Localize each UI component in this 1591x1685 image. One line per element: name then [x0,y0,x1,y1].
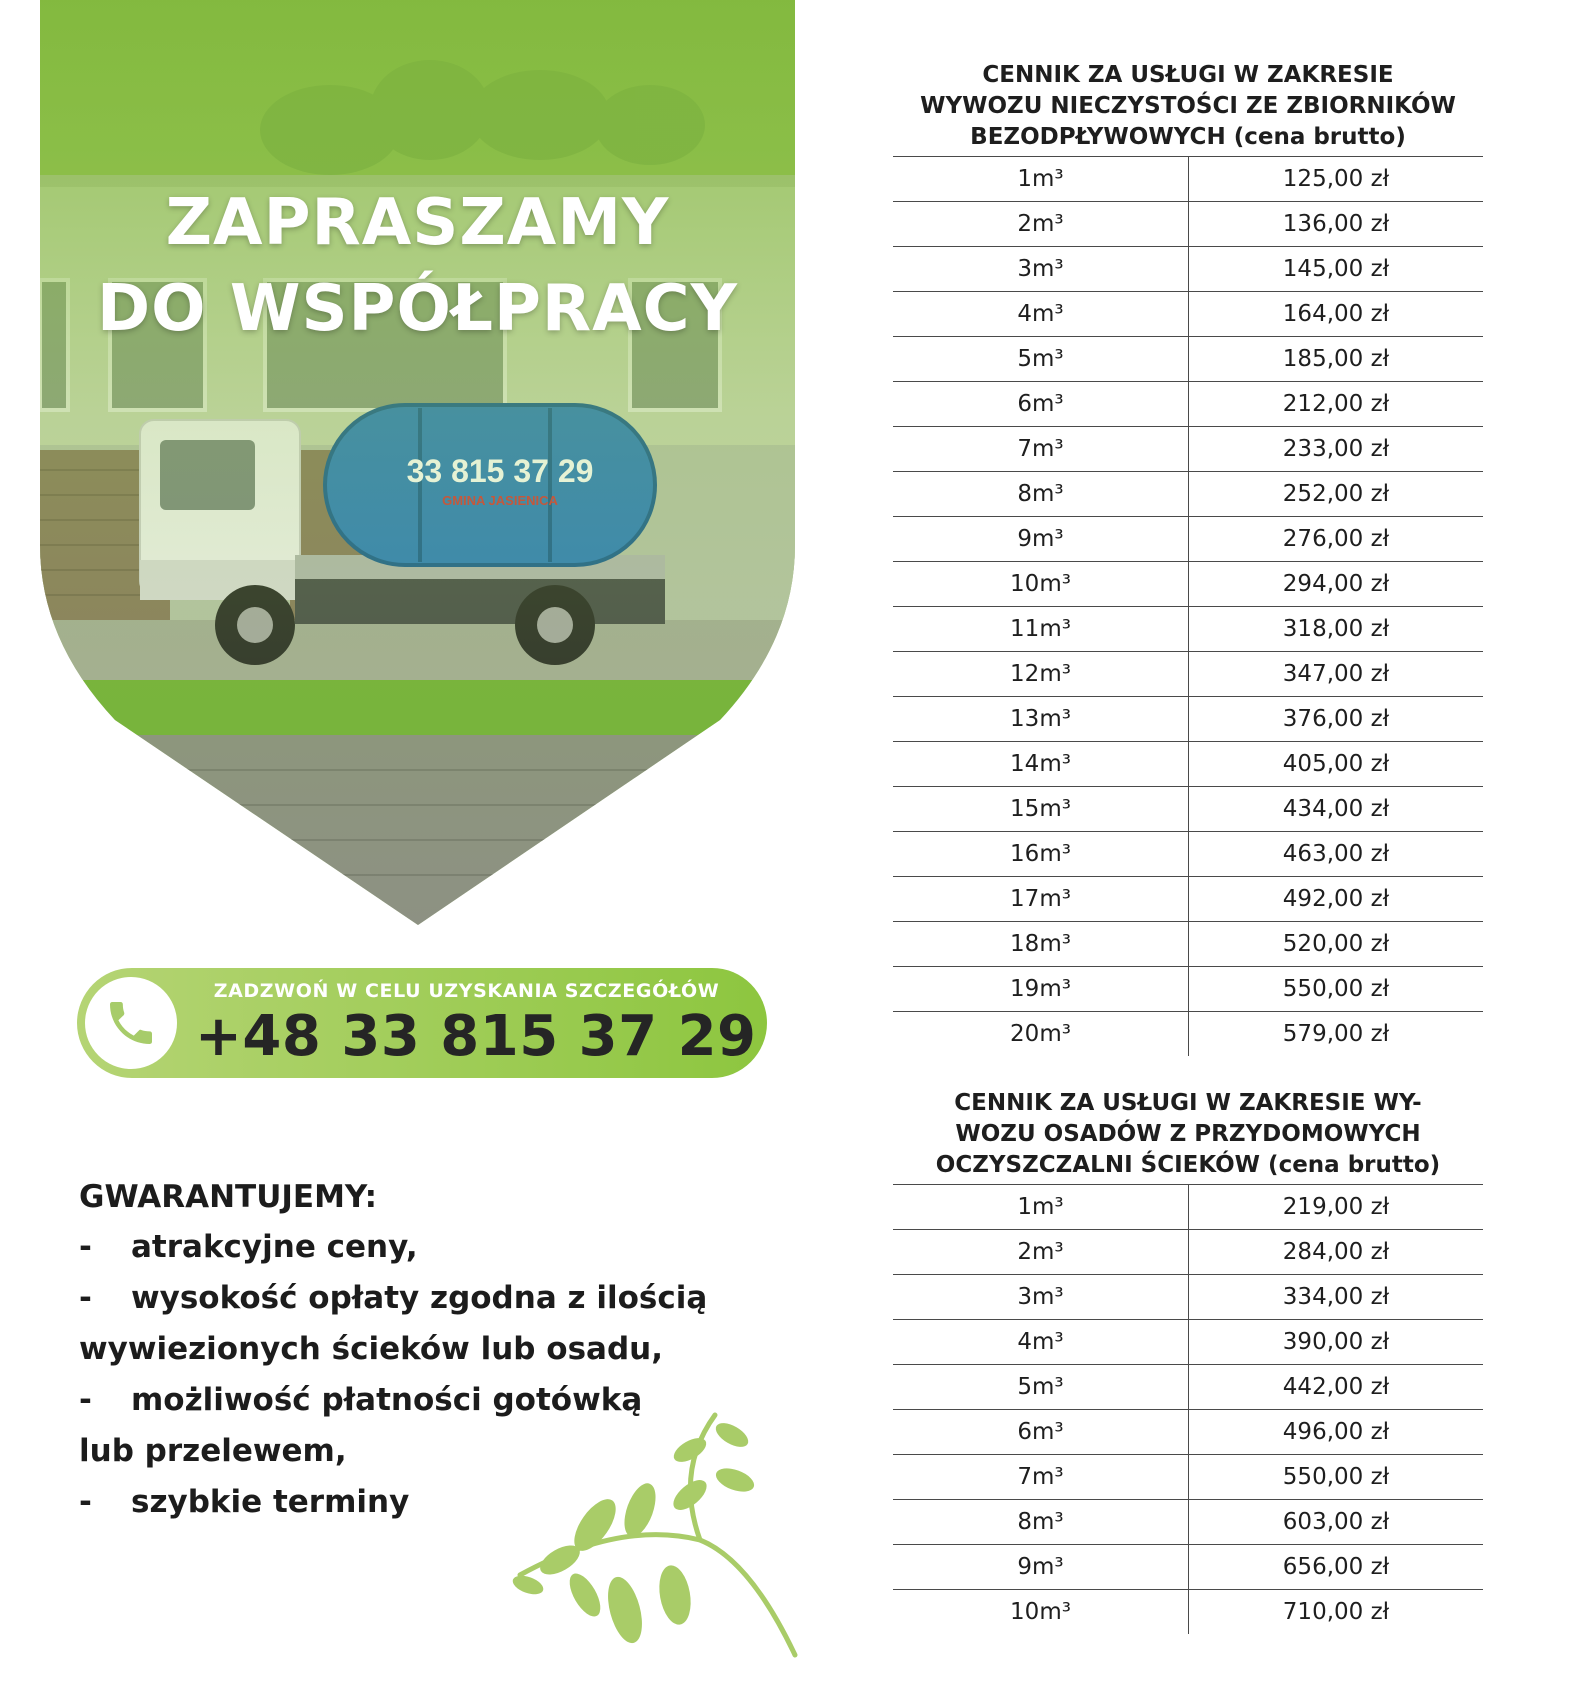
table-row [893,787,1483,832]
price-cell: 463,00 zł [1189,832,1484,877]
bullet-dash: - [79,1484,92,1520]
price-cell: 442,00 zł [1189,1365,1484,1410]
volume-cell: 7m³ [893,427,1189,472]
table-row [893,1500,1483,1545]
guarantee-item [79,1273,779,1324]
price-list-title-line: BEZODPŁYWOWYCH (cena brutto) [970,124,1406,150]
price-cell: 252,00 zł [1189,472,1484,517]
table-row [893,157,1483,202]
price-list-cesspool [893,60,1483,1056]
price-cell: 125,00 zł [1189,157,1484,202]
price-list-title [893,1088,1483,1185]
price-cell: 219,00 zł [1189,1185,1484,1230]
hero-banner [40,0,795,925]
table-row [893,832,1483,877]
volume-cell: 2m³ [893,1230,1189,1275]
table-row [893,1410,1483,1455]
price-cell: 276,00 zł [1189,517,1484,562]
table-row [893,562,1483,607]
leaf-branch-icon [500,1410,800,1660]
volume-cell: 6m³ [893,1410,1189,1455]
volume-cell: 2m³ [893,202,1189,247]
table-row [893,652,1483,697]
table-row [893,202,1483,247]
price-cell: 318,00 zł [1189,607,1484,652]
price-table [893,157,1483,1056]
price-cell: 434,00 zł [1189,787,1484,832]
price-cell: 233,00 zł [1189,427,1484,472]
price-cell: 185,00 zł [1189,337,1484,382]
table-row [893,1320,1483,1365]
table-row [893,1185,1483,1230]
hero-photo [40,0,795,925]
guarantee-heading: GWARANTUJEMY: [79,1179,378,1215]
volume-cell: 10m³ [893,1590,1189,1635]
table-row [893,607,1483,652]
volume-cell: 1m³ [893,1185,1189,1230]
volume-cell: 18m³ [893,922,1189,967]
guarantee-text: wywiezionych ścieków lub osadu, [79,1331,663,1367]
volume-cell: 8m³ [893,472,1189,517]
volume-cell: 16m³ [893,832,1189,877]
table-row [893,1545,1483,1590]
phone-icon [103,995,159,1051]
volume-cell: 20m³ [893,1012,1189,1057]
price-cell: 212,00 zł [1189,382,1484,427]
table-row [893,247,1483,292]
volume-cell: 7m³ [893,1455,1189,1500]
volume-cell: 9m³ [893,517,1189,562]
price-list-title-line: WOZU OSADÓW Z PRZYDOMOWYCH [955,1121,1421,1147]
price-cell: 710,00 zł [1282,1599,1390,1625]
phone-number[interactable]: +48 33 815 37 29 [195,1004,757,1069]
price-cell: 294,00 zł [1189,562,1484,607]
table-row [893,1012,1483,1057]
guarantee-text: lub przelewem, [79,1433,347,1469]
bullet-dash: - [79,1382,92,1418]
table-row [893,292,1483,337]
volume-cell: 5m³ [893,1365,1189,1410]
phone-icon-badge [85,977,177,1069]
price-cell: 579,00 zł [1282,1021,1390,1047]
price-cell: 334,00 zł [1189,1275,1484,1320]
price-cell: 376,00 zł [1189,697,1484,742]
price-list-title-line: CENNIK ZA USŁUGI W ZAKRESIE WY- [954,1090,1422,1116]
volume-cell: 1m³ [893,157,1189,202]
price-cell: 550,00 zł [1189,1455,1484,1500]
price-cell: 145,00 zł [1189,247,1484,292]
hero-title [40,180,795,352]
volume-cell: 5m³ [893,337,1189,382]
price-table [893,1185,1483,1634]
hero-title-line1: ZAPRASZAMY [165,186,670,260]
volume-cell: 8m³ [893,1500,1189,1545]
price-cell: 405,00 zł [1189,742,1484,787]
table-row [893,967,1483,1012]
price-cell: 520,00 zł [1189,922,1484,967]
price-list-title-line: WYWOZU NIECZYSTOŚCI ZE ZBIORNIKÓW [920,93,1456,119]
hero-title-line2: DO WSPÓŁPRACY [97,272,738,346]
table-row [893,1455,1483,1500]
phone-caption: ZADZWOŃ W CELU UZYSKANIA SZCZEGÓŁÓW [213,980,720,1002]
volume-cell: 10m³ [893,562,1189,607]
table-row [893,1275,1483,1320]
table-row [893,427,1483,472]
volume-cell: 13m³ [893,697,1189,742]
volume-cell: 12m³ [893,652,1189,697]
volume-cell: 15m³ [893,787,1189,832]
guarantee-item [79,1222,779,1273]
volume-cell: 4m³ [893,292,1189,337]
volume-cell: 3m³ [893,1275,1189,1320]
volume-cell: 14m³ [893,742,1189,787]
table-row [893,877,1483,922]
price-list-treatment-plants [893,1088,1483,1634]
phone-cta[interactable] [77,968,767,1078]
price-list-title-line: OCZYSZCZALNI ŚCIEKÓW (cena brutto) [935,1152,1441,1178]
price-cell: 656,00 zł [1189,1545,1484,1590]
table-row [893,337,1483,382]
guarantee-item-continued [79,1324,779,1375]
price-cell: 164,00 zł [1189,292,1484,337]
guarantee-text: atrakcyjne ceny, [131,1229,418,1265]
table-row [893,1230,1483,1275]
table-row [893,382,1483,427]
bullet-dash: - [79,1280,92,1316]
price-cell: 550,00 zł [1189,967,1484,1012]
price-cell: 492,00 zł [1189,877,1484,922]
table-row [893,742,1483,787]
guarantee-text: szybkie terminy [131,1484,410,1520]
price-cell: 603,00 zł [1189,1500,1484,1545]
table-row [893,472,1483,517]
table-row [893,517,1483,562]
volume-cell: 17m³ [893,877,1189,922]
table-row [893,1590,1483,1635]
price-list-title-line: CENNIK ZA USŁUGI W ZAKRESIE [982,62,1394,88]
volume-cell: 3m³ [893,247,1189,292]
table-row [893,697,1483,742]
price-cell: 136,00 zł [1189,202,1484,247]
price-list-title [893,60,1483,157]
guarantee-text: możliwość płatności gotówką [131,1382,643,1418]
volume-cell: 9m³ [893,1545,1189,1590]
price-cell: 284,00 zł [1189,1230,1484,1275]
bullet-dash: - [79,1229,92,1265]
volume-cell: 11m³ [893,607,1189,652]
price-cell: 347,00 zł [1189,652,1484,697]
guarantee-text: wysokość opłaty zgodna z ilością [131,1280,708,1316]
volume-cell: 4m³ [893,1320,1189,1365]
table-row [893,922,1483,967]
volume-cell: 6m³ [893,382,1189,427]
price-cell: 496,00 zł [1189,1410,1484,1455]
price-cell: 390,00 zł [1189,1320,1484,1365]
volume-cell: 19m³ [893,967,1189,1012]
table-row [893,1365,1483,1410]
